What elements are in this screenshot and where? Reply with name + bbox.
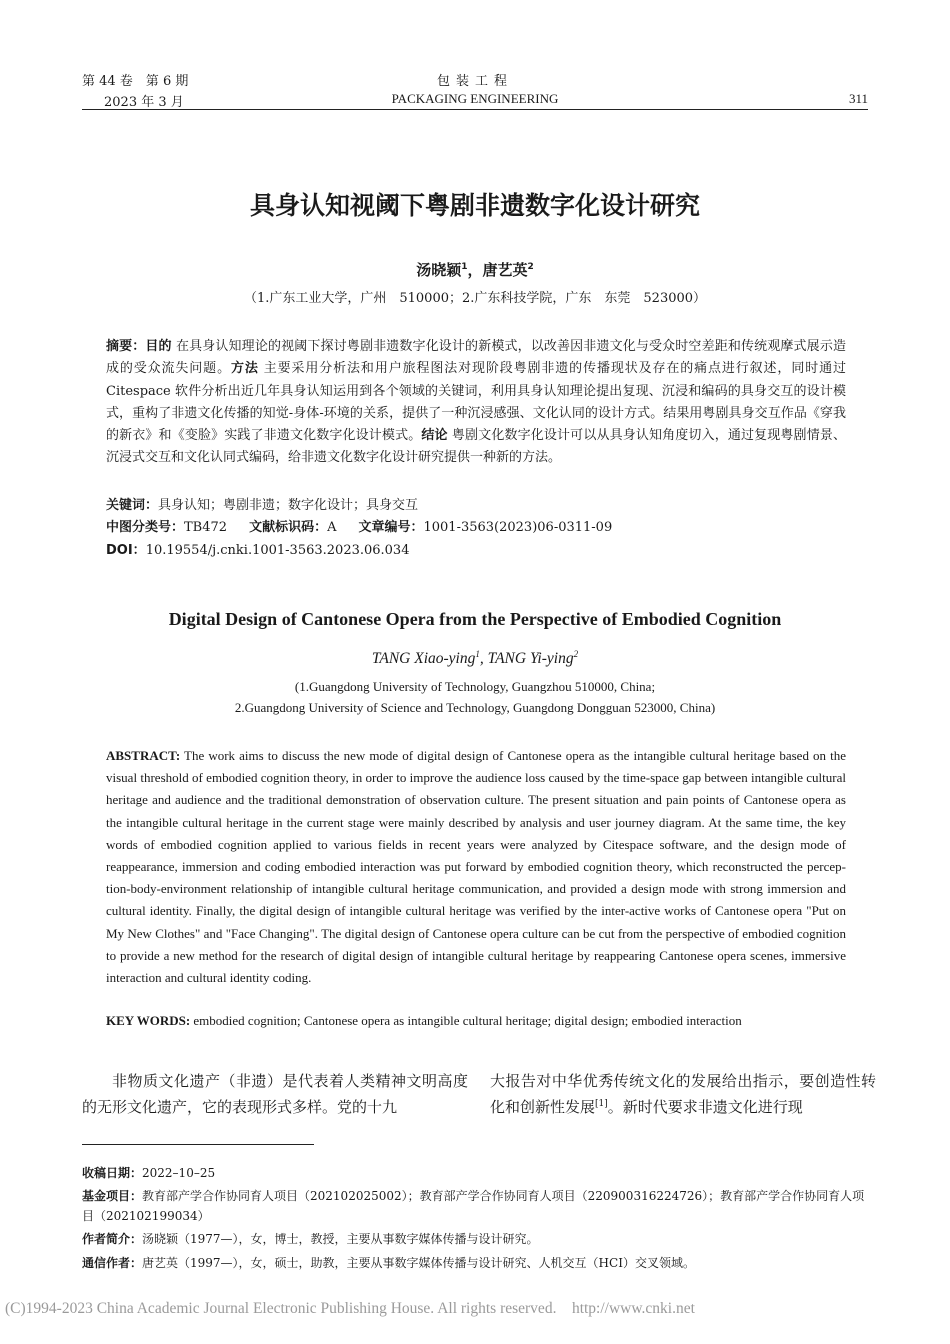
english-authors <box>0 650 950 668</box>
author-affil-mark: 1 <box>475 648 480 659</box>
footnote-received <box>82 1163 868 1183</box>
keywords-text: 具身认知；粤剧非遗；数字化设计；具身交互 <box>158 498 419 513</box>
footnote-corresponding <box>82 1253 868 1273</box>
clc-value: TB472 <box>184 520 228 535</box>
body-left-column: 非物质文化遗产（非遗）是代表着人类精神文明高度的无形文化遗产，它的表现形式多样。党的十九 <box>82 1072 468 1116</box>
method-text: 主要采用分析法和用户旅程图法对现阶段粤剧非遗的传播现状及存在的痛点进行叙述，同时通过 Citespace 软件分析出近几年具身认知运用到各个领域的关键词，利用具身认知理论提出复现、沉浸和编码的具身交互的设计模式，重构了非遗文化传播的知觉-身体-环境的关系，提供了一种沉浸感强、文化认同的设计方式。结果用粤剧具身交互作品《穿我的新衣》和《变脸》实践了非遗文化数字化设计模式。 <box>106 361 846 444</box>
keywords-en <box>106 1013 846 1029</box>
doi-label: DOI： <box>106 543 146 558</box>
footnote-author <box>82 1229 868 1249</box>
corresponding-value: 唐艺英（1997—），女，硕士，助教，主要从事数字媒体传播与设计研究、人机交互（HCI）交叉领域。 <box>142 1256 695 1270</box>
conclusion-label: 结论 <box>421 428 448 444</box>
copyright-watermark: (C)1994-2023 China Academic Journal Electronic Publishing House. All rights reserved. http://www.cnki.net <box>5 1300 695 1317</box>
clc-label: 中图分类号： <box>106 520 185 535</box>
classification-line <box>106 516 612 535</box>
volume-issue: 第 44 卷 第 6 期 <box>82 74 189 89</box>
author-name: 汤晓颖 <box>416 261 462 279</box>
article-no-label: 文章编号： <box>358 520 424 535</box>
conclusion-text: 粤剧文化数字化设计可以从具身认知角度切入，通过复现粤剧情景、沉浸式交互和文化认同式编码，给非遗文化数字化设计研究提供一种新的方法。 <box>106 428 846 466</box>
english-affiliation-line: (1.Guangdong University of Technology, Guangzhou 510000, China; <box>294 679 656 694</box>
author-separator: ， <box>467 261 483 279</box>
page-number: 311 <box>848 91 868 106</box>
corresponding-label: 通信作者： <box>82 1256 143 1270</box>
footnote-divider <box>82 1144 314 1145</box>
fund-label: 基金项目： <box>82 1189 143 1203</box>
body-right-column <box>490 1068 876 1120</box>
english-affiliation-line: 2.Guangdong University of Science and Technology, Guangdong Dongguan 523000, China) <box>234 700 716 715</box>
author-separator: , <box>479 650 488 667</box>
abstract-label: 摘要： <box>106 339 146 354</box>
doi-line <box>106 539 409 558</box>
journal-name-en: PACKAGING ENGINEERING <box>391 91 559 106</box>
doc-code-label: 文献标识码： <box>249 520 328 535</box>
journal-name-cn: 包装工程 <box>436 74 513 89</box>
abstract-en-text: The work aims to discuss the new mode of digital design of Cantonese opera as the intangible cultural heritage based on the visual threshold of embodied cognition theory, in order to improve the audience loss caused by the time-space gap between intangible cultural heritage and audience and the traditional demonstration of observation culture. The present situation and pain points of Cantonese opera as the intangible cultural heritage in the current stage were mainly described by analysis and user journey diagram. At the same time, the key words of embodied cognition applied to various fields in recent years were analyzed by Citespace software, and the design mode of reappearance, immersion and coding embodied interaction was put forward by embodied cognition theory, which reconstructed the percep-tion-body-environment relationship of intangible cultural heritage communication, and provided a design mode with strong immersion and cultural identity. Finally, the digital design of intangible cultural heritage was verified by the inter-active works of Cantonese opera "Put on My New Clothes" and "Face Changing". The digital design of Cantonese opera culture can be cut from the perspective of embodied cognition to provide a new method for the research of digital design of intangible cultural heritage by reappearing Cantonese opera scenes, immersive interaction and cultural identity coding. <box>106 748 846 986</box>
footnote-fund <box>82 1186 868 1226</box>
doc-code-value: A <box>327 520 337 535</box>
author-affil-mark: 1 <box>461 262 468 272</box>
paper-title: 具身认知视阈下粤剧非遗数字化设计研究 <box>249 191 700 220</box>
author-list <box>0 259 950 280</box>
author-name-en: TANG Xiao-ying <box>371 650 476 667</box>
author-bio-label: 作者简介： <box>82 1232 143 1246</box>
author-bio-value: 汤晓颖（1977—），女，博士，教授，主要从事数字媒体传播与设计研究。 <box>142 1232 539 1246</box>
received-label: 收稿日期： <box>82 1166 143 1180</box>
abstract-en <box>106 745 846 989</box>
objective-text: 在具身认知理论的视阈下探讨粤剧非遗数字化设计的新模式，以改善因非遗文化与受众时空差距和传统观摩式展示造成的受众流失问题。 <box>106 339 846 377</box>
keywords-label: 关键词： <box>106 498 159 513</box>
author-name-en: TANG Yi-ying <box>487 650 574 667</box>
doi-value: 10.19554/j.cnki.1001-3563.2023.06.034 <box>145 543 410 558</box>
received-value: 2022–10–25 <box>142 1166 216 1180</box>
abstract-en-label: ABSTRACT: <box>106 748 181 763</box>
fund-value: 教育部产学合作协同育人项目（202102025002）；教育部产学合作协同育人项目（220900316224726）；教育部产学合作协同育人项目（202102199034） <box>82 1189 865 1223</box>
objective-label: 目的 <box>145 339 172 354</box>
abstract-cn <box>106 336 846 470</box>
author-affil-mark: 2 <box>527 262 534 272</box>
body-text: 大报告对中华优秀传统文化的发展给出指示，要创造性转化和创新性发展 <box>490 1072 876 1116</box>
citation-link[interactable]: [1] <box>595 1099 608 1109</box>
keywords-en-label: KEY WORDS: <box>106 1013 191 1028</box>
issue-date: 2023 年 3 月 <box>104 95 184 110</box>
article-no-value: 1001-3563(2023)06-0311-09 <box>423 520 613 535</box>
english-title: Digital Design of Cantonese Opera from the Perspective of Embodied Cognition <box>168 609 782 629</box>
affiliation: （1.广东工业大学，广州 510000；2.广东科技学院，广东 东莞 523000） <box>243 291 707 306</box>
keywords-cn <box>106 494 418 513</box>
author-name: 唐艺英 <box>482 261 528 279</box>
method-label: 方法 <box>230 361 259 377</box>
body-text: 。新时代要求非遗文化进行现 <box>607 1098 803 1116</box>
running-header <box>82 70 868 110</box>
author-affil-mark: 2 <box>573 648 579 659</box>
keywords-en-text: embodied cognition; Cantonese opera as intangible cultural heritage; digital design; embodied interaction <box>193 1013 742 1028</box>
